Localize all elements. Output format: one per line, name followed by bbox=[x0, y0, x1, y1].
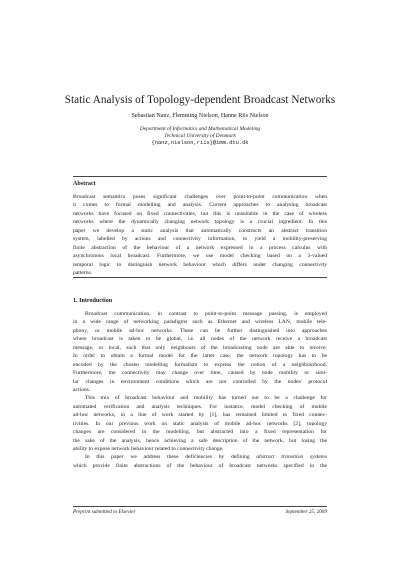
intro-line: tivities. In our previous work on static analysis of mobile ad-hoc networks [2], topology bbox=[73, 420, 327, 427]
intro-line: in a wide range of networking paradigms such as Ethernet and wireless LAN, mobile tele- bbox=[73, 319, 327, 326]
paper-title: Static Analysis of Topology-dependent Broadcast Networks bbox=[64, 94, 336, 106]
intro-line: ability to expose network behaviour related to connectivity change. bbox=[73, 446, 224, 452]
author-university: Technical University of Denmark bbox=[164, 133, 236, 139]
intro-line: encoded by the chosen modelling formalism to express the notion of a neighbourhood. bbox=[73, 361, 327, 368]
abstract-line: asynchronous local broadcast. Furthermore, we use model checking based on a 3-valued bbox=[73, 253, 327, 260]
abstract-line: system, labelled by actions and connectivity information, to yield a mobility-preserving bbox=[73, 236, 327, 243]
intro-line: where broadcast is taken to be global, i.e. all nodes of the network receive a broadcast bbox=[73, 336, 327, 343]
intro-line: message, or local, such that only neighbours of the broadcasting node are able to receive. bbox=[73, 344, 327, 351]
footer-date: September 25, 2009 bbox=[285, 509, 327, 515]
abstract-line: Broadcast semantics poses significant challenges over point-to-point communication when bbox=[73, 194, 327, 200]
abstract-line: paper we develop a static analysis that automatically constructs an abstract transition bbox=[73, 227, 327, 234]
paper-authors: Sebastian Nanz, Flemming Nielson, Hanne Riis Nielson bbox=[131, 113, 269, 119]
intro-line: In order to obtain a formal model for the latter case, the network topology has to be bbox=[73, 353, 327, 360]
intro-line: actions. bbox=[73, 386, 91, 393]
abstract-body bbox=[73, 193, 327, 277]
abstract-bottom-rule bbox=[73, 277, 327, 278]
intro-line: ad-hoc networks, in a line of work started by [1], has remained limited to fixed connec- bbox=[73, 412, 327, 419]
intro-line: the sake of the analysis, hence achieving a safe description of the network, but losing the bbox=[73, 437, 327, 444]
intro-line: Furthermore, the connectivity may change over time, caused by node mobility or simi- bbox=[73, 370, 327, 377]
intro-line: which provide finite abstractions of the behaviour of broadcast networks specified in the bbox=[73, 462, 327, 469]
abstract-line: patterns. bbox=[73, 269, 93, 276]
intro-line: automated verification and analysis techniques. For instance, model checking of mobile bbox=[73, 403, 327, 410]
intro-line: This mix of broadcast behaviour and mobility has turned out to be a challenge for bbox=[85, 395, 327, 402]
abstract-line: finite abstraction of the behaviour of a network expressed in a process calculus with bbox=[73, 244, 327, 251]
intro-line: phony, or mobile ad-hoc networks. These can be further distinguished into approaches bbox=[73, 327, 327, 334]
footer-preprint-note: Preprint submitted to Elsevier bbox=[73, 509, 136, 515]
author-email: {nanz,nielson,riis}@imm.dtu.dk bbox=[151, 140, 249, 146]
abstract-line: networks have focused on fixed connectivities, but this is unsuitable in the case of wireless bbox=[73, 210, 327, 217]
intro-line: lar changes in environment conditions which are not controlled by the nodes' protocol bbox=[73, 378, 327, 385]
abstract-line: it comes to formal modelling and analysis. Current approaches to analysing broadcast bbox=[73, 202, 327, 209]
author-department: Department of Informatics and Mathematical Modeling bbox=[139, 126, 261, 132]
introduction-body bbox=[73, 310, 327, 470]
abstract-top-rule bbox=[73, 176, 327, 177]
abstract-line: temporal logic to distinguish network behaviour which differs under changing connectivity bbox=[73, 261, 327, 268]
intro-line: changes are considered in the modelling, but abstracted into a fixed representation for bbox=[73, 429, 327, 436]
abstract-heading: Abstract bbox=[73, 181, 96, 187]
abstract-line: networks where the dynamically changing network topology is a crucial ingredient. In this bbox=[73, 219, 327, 226]
footer-rule bbox=[73, 506, 327, 507]
intro-line: In this paper we address these deficiencies by defining abstract transition systems bbox=[85, 454, 327, 461]
intro-line: Broadcast communication, in contrast to point-to-point message passing, is employed bbox=[85, 311, 327, 317]
section-heading-introduction: 1. Introduction bbox=[73, 298, 113, 304]
